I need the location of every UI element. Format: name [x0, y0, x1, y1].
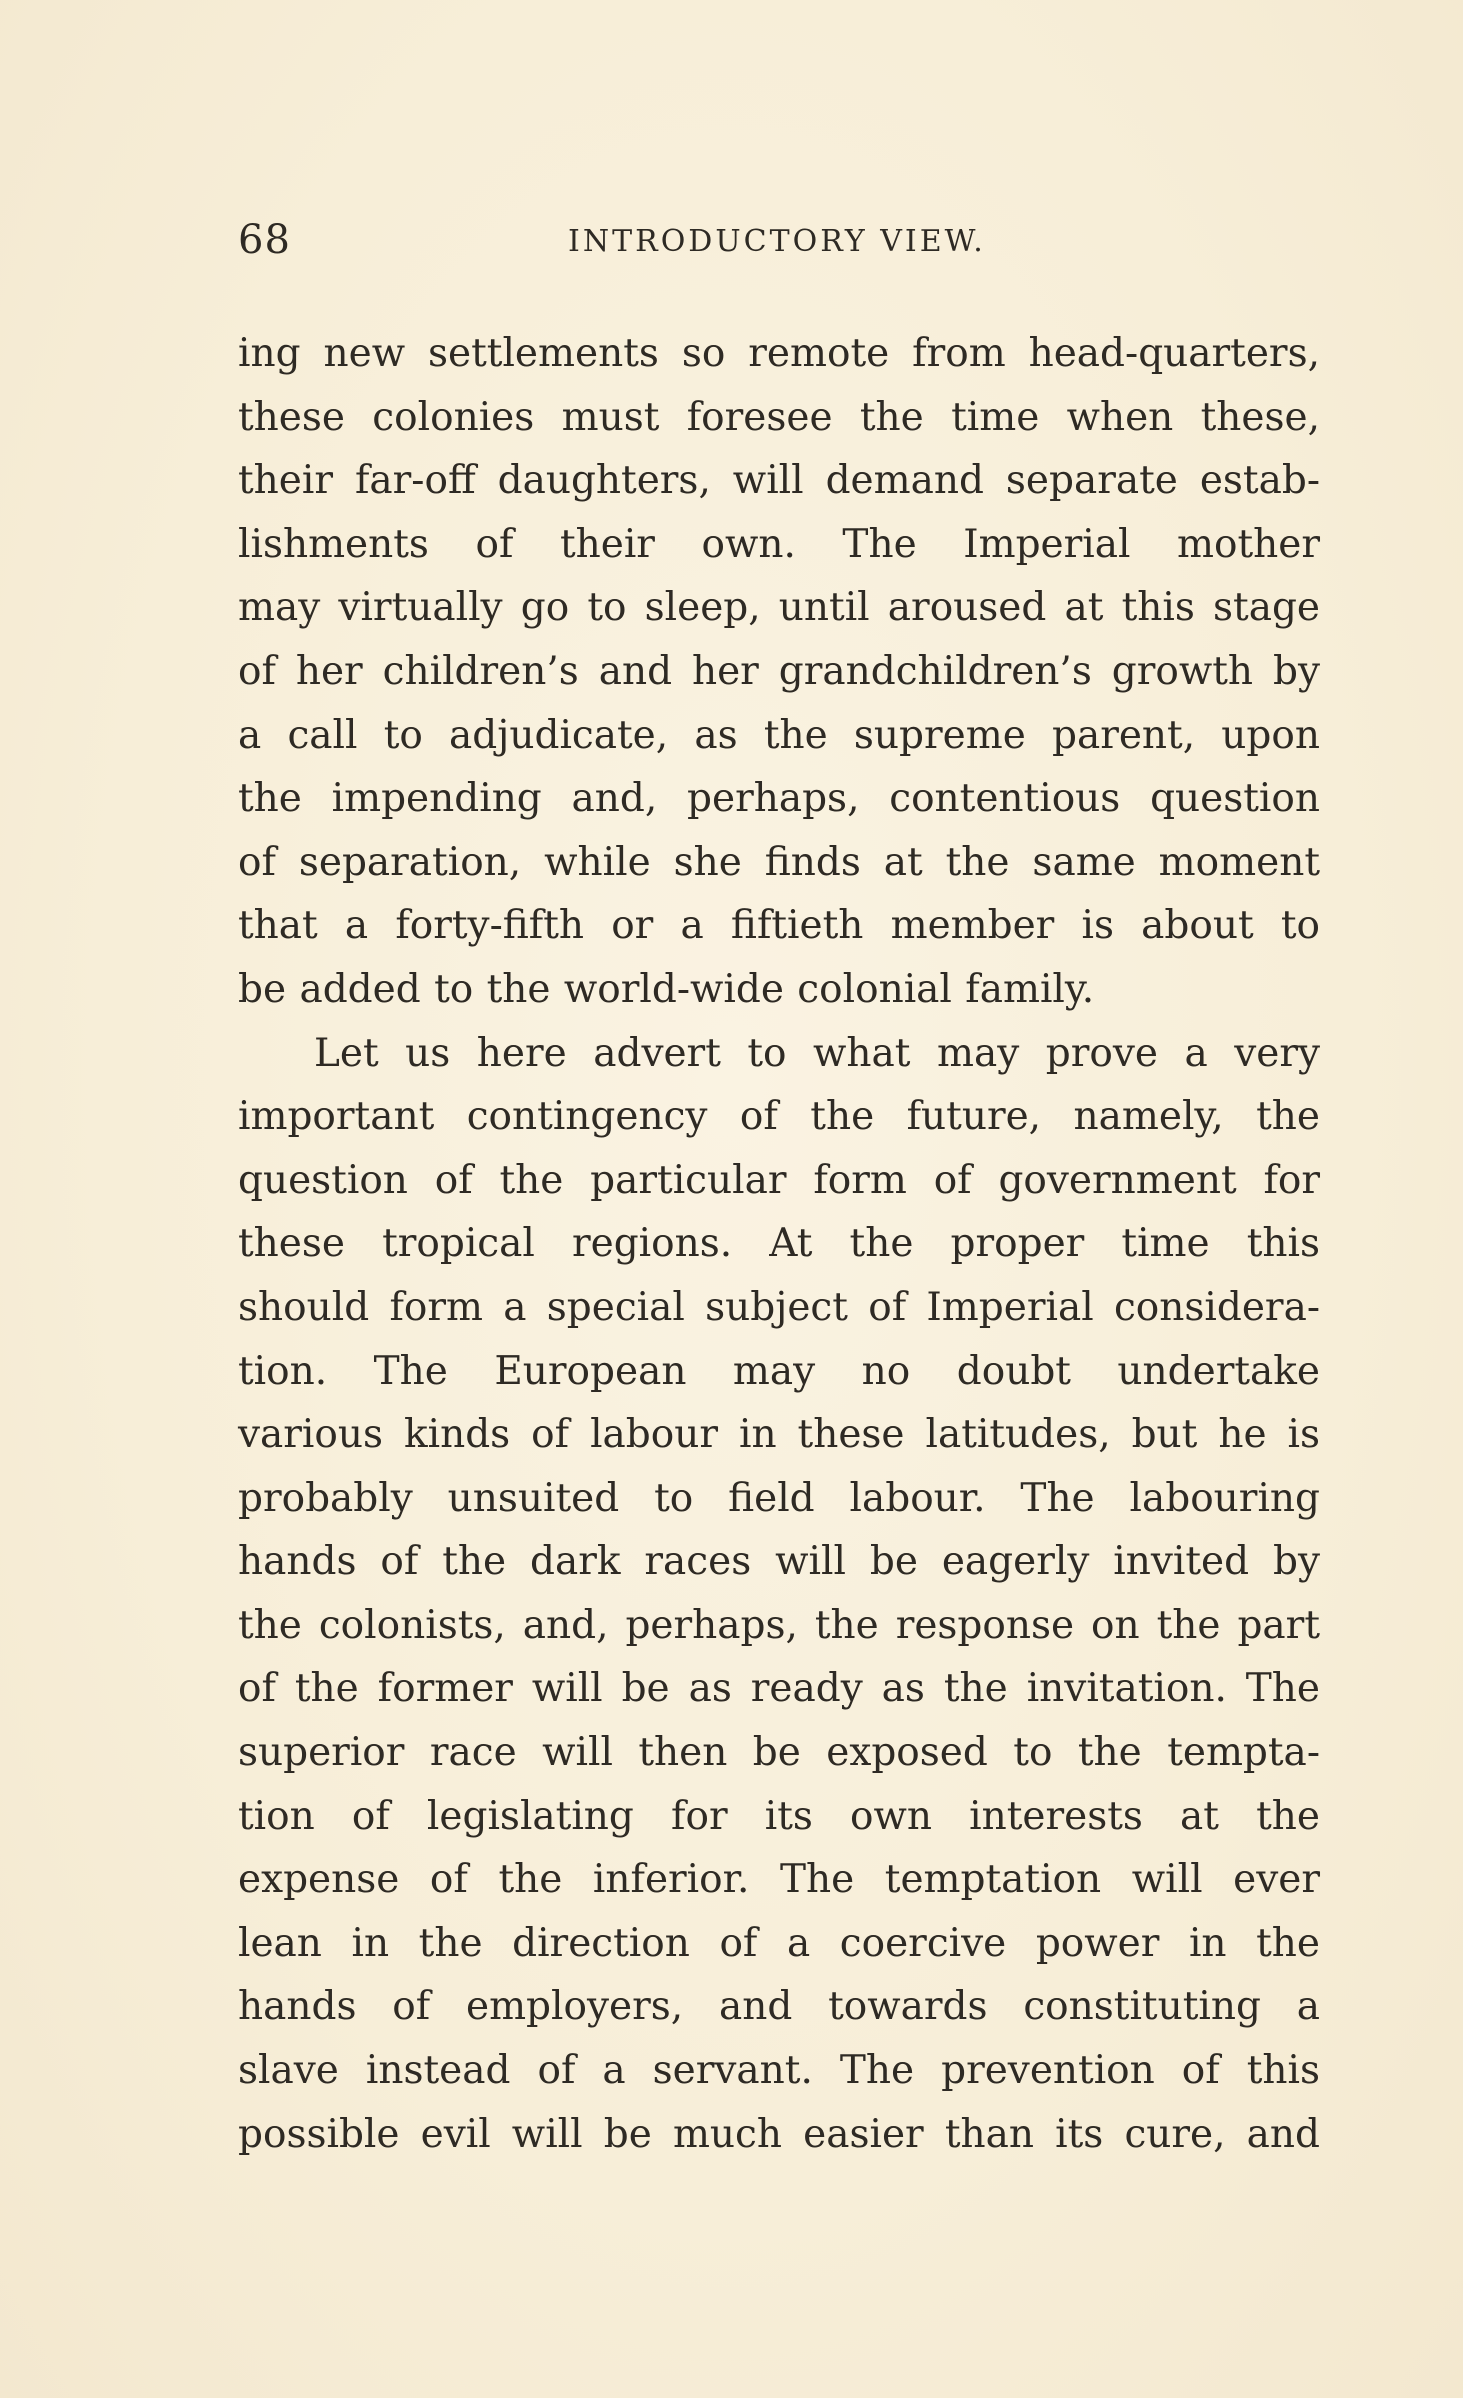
body-text	[238, 322, 1320, 2166]
text-line: a call to adjudicate, as the supreme parent, upon	[238, 712, 1320, 758]
text-line: the colonists, and, perhaps, the response on the part	[238, 1602, 1320, 1648]
text-line: possible evil will be much easier than its cure, and	[238, 2111, 1320, 2157]
text-line: tion of legislating for its own interests at the	[238, 1793, 1320, 1839]
text-line: of separation, while she finds at the same moment	[238, 839, 1320, 885]
running-title: INTRODUCTORY VIEW.	[568, 224, 986, 259]
text-line: question of the particular form of government for	[238, 1157, 1320, 1203]
text-line: these tropical regions. At the proper time this	[238, 1221, 1320, 1267]
text-line: lishments of their own. The Imperial mother	[238, 521, 1320, 567]
text-line: that a forty-fifth or a fiftieth member is about to	[238, 903, 1320, 949]
paragraph-end-line: be added to the world-wide colonial family.	[238, 966, 1095, 1012]
text-line: various kinds of labour in these latitudes, but he is	[238, 1412, 1320, 1458]
text-line: of the former will be as ready as the invitation. The	[238, 1666, 1320, 1712]
text-line: tion. The European may no doubt undertake	[238, 1348, 1320, 1394]
text-line: hands of employers, and towards constituting a	[238, 1984, 1320, 2030]
text-line: may virtually go to sleep, until aroused at this stage	[238, 585, 1320, 631]
text-line: the impending and, perhaps, contentious question	[238, 776, 1320, 822]
text-line: expense of the inferior. The temptation will ever	[238, 1857, 1320, 1903]
text-line: of her children’s and her grandchildren’s growth by	[238, 648, 1320, 694]
text-line: should form a special subject of Imperial considera-	[238, 1284, 1320, 1330]
page-number: 68	[238, 217, 291, 263]
text-line: ing new settlements so remote from head-quarters,	[238, 331, 1320, 376]
text-line: lean in the direction of a coercive power in the	[238, 1920, 1320, 1966]
text-line: slave instead of a servant. The prevention of this	[238, 2048, 1320, 2094]
text-line: hands of the dark races will be eagerly invited by	[238, 1539, 1320, 1585]
text-line: probably unsuited to field labour. The labouring	[238, 1475, 1320, 1521]
text-line: important contingency of the future, namely, the	[238, 1094, 1320, 1140]
text-line: their far-off daughters, will demand separate estab-	[238, 458, 1320, 504]
paragraph-first-line: Let us here advert to what may prove a very	[314, 1030, 1320, 1076]
text-line: these colonies must foresee the time when these,	[238, 394, 1320, 440]
text-line: superior race will then be exposed to the tempta-	[238, 1730, 1320, 1776]
running-head	[238, 212, 1320, 268]
